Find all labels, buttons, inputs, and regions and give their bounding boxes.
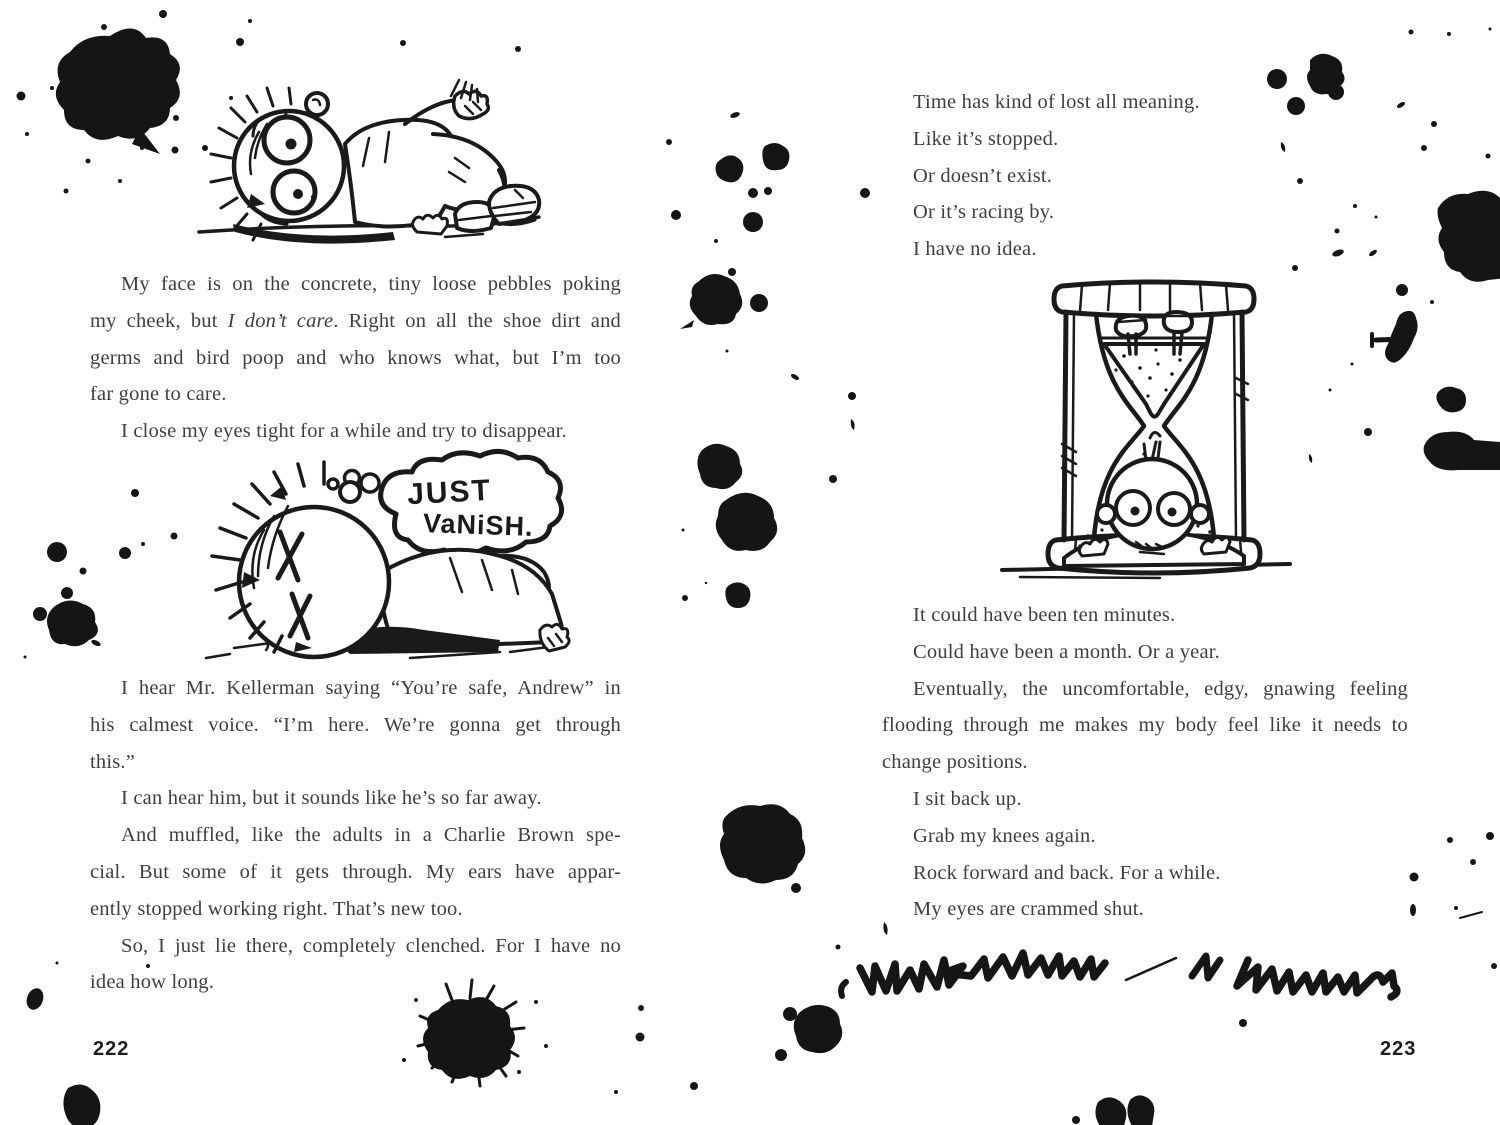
paragraph [882, 781, 1408, 818]
hourglass-boy-illustration [1040, 278, 1268, 580]
text-line: And muffled, like the adults in a Charlie Brown spe- [121, 824, 621, 847]
thought-bubble-text-line2: VaNiSH. [422, 508, 535, 542]
paragraph [882, 671, 1408, 781]
paragraph [90, 670, 621, 780]
gutter-ink-splats [666, 111, 888, 950]
text-line: this.” [90, 750, 136, 773]
text-line: Grab my knees again. [913, 824, 1096, 847]
text-line: My eyes are crammed shut. [913, 898, 1144, 921]
text-line: My face is on the concrete, tiny loose pebbles poking [121, 273, 621, 295]
text-line: Eventually, the uncomfortable, edgy, gnawing feeling [913, 677, 1408, 700]
text-line: I can hear him, but it sounds like he’s so far away. [121, 787, 542, 810]
paragraph [882, 231, 1408, 268]
paragraph [90, 928, 621, 1002]
thought-bubble-text-line1: JUST [406, 473, 493, 512]
text-line: Like it’s stopped. [913, 127, 1059, 150]
text-line: cial. But some of it gets through. My ears have appar- [90, 860, 621, 883]
text-line: I have no idea. [913, 238, 1037, 261]
text-line: I sit back up. [913, 787, 1022, 810]
text-line: Or doesn’t exist. [913, 164, 1053, 187]
text-line: I close my eyes tight for a while and try to disappear. [121, 420, 567, 443]
paragraph [882, 818, 1408, 855]
text-line: ently stopped working right. That’s new too. [90, 897, 463, 920]
right-page-text-top [882, 84, 1408, 268]
paragraph [882, 597, 1408, 634]
text-line: flooding through me makes my body feel like it needs to [882, 714, 1408, 737]
text-line: Or it’s racing by. [913, 201, 1055, 224]
lying-boy-illustration [193, 74, 545, 248]
paragraph [90, 817, 621, 927]
text-line: Rock forward and back. For a while. [913, 861, 1221, 884]
scribble-illustration [830, 946, 1450, 1006]
paragraph [90, 413, 621, 450]
text-line: change positions. [882, 751, 1028, 774]
paragraph [882, 121, 1408, 158]
right-page-text-bottom [882, 597, 1408, 928]
text-line: Could have been a month. Or a year. [913, 640, 1221, 663]
left-page-text-top [90, 266, 621, 450]
text-line: germs and bird poop and who knows what, but I’m too [90, 346, 621, 369]
text-line: I hear Mr. Kellerman saying “You’re safe, Andrew” in [121, 677, 621, 699]
text-line: his calmest voice. “I’m here. We’re gonna get through [90, 713, 621, 736]
text-line: It could have been ten minutes. [913, 604, 1176, 626]
right-page-number: 223 [1380, 1038, 1417, 1060]
paragraph [882, 891, 1408, 928]
text-line: Time has kind of lost all meaning. [913, 91, 1200, 113]
text-line: So, I just lie there, completely clenched. For I have no [121, 934, 621, 957]
face-down-boy-illustration [200, 452, 578, 660]
paragraph [90, 266, 621, 413]
paragraph [882, 855, 1408, 892]
paragraph [882, 194, 1408, 231]
paragraph [882, 84, 1408, 121]
left-page-number: 222 [93, 1038, 130, 1060]
paragraph [882, 158, 1408, 195]
paragraph [882, 634, 1408, 671]
paragraph [90, 780, 621, 817]
text-line: idea how long. [90, 971, 215, 994]
left-page-text-bottom [90, 670, 621, 1001]
text-line: far gone to care. [90, 383, 227, 406]
text-line: my cheek, but I don’t care. Right on all the shoe dirt and [90, 309, 621, 332]
